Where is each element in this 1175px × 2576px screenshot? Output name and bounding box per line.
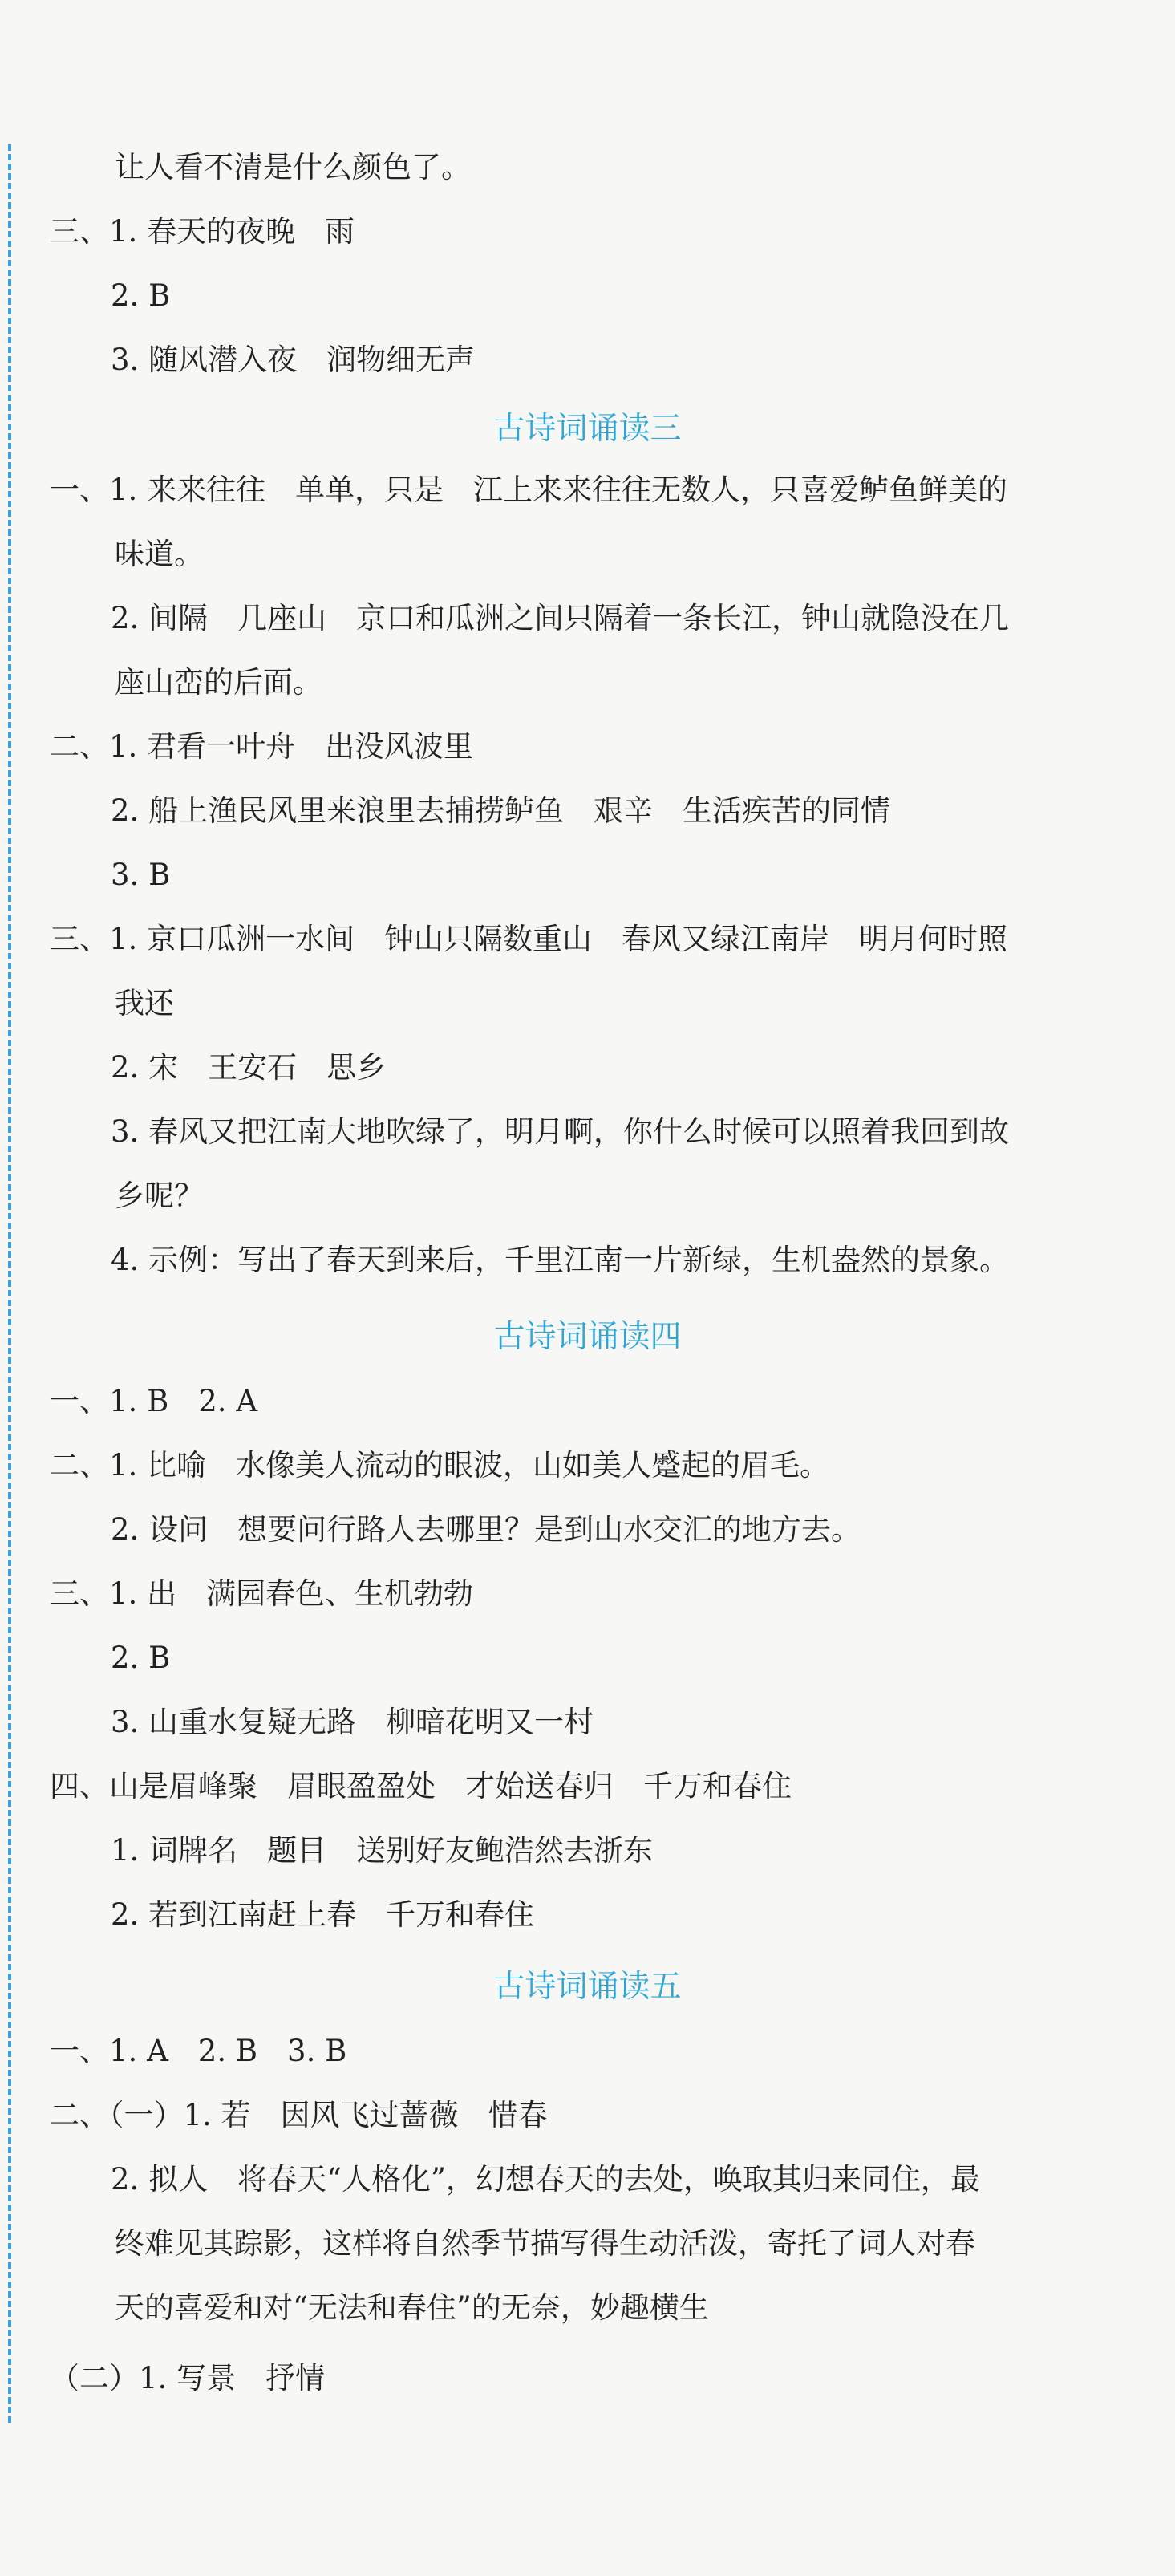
answer-line: 一、1. 来来往往 单单，只是 江上来来往往无数人，只喜爱鲈鱼鲜美的 [50, 473, 1008, 507]
answer-line: 我还 [115, 986, 174, 1020]
answer-line: 2. 设问 想要问行路人去哪里？是到山水交汇的地方去。 [111, 1512, 861, 1547]
answer-line: 3. B [111, 858, 171, 892]
answer-line: 二、（一）1. 若 因风飞过蔷薇 惜春 [50, 2098, 548, 2132]
answer-line: 三、1. 京口瓜洲一水间 钟山只隔数重山 春风又绿江南岸 明月何时照 [50, 922, 1008, 956]
answer-line: 让人看不清是什么颜色了。 [115, 150, 471, 185]
answer-line: 2. 宋 王安石 思乡 [111, 1050, 387, 1085]
answer-line: 3. 随风潜入夜 润物细无声 [111, 343, 476, 377]
answer-line: 1. 词牌名 题目 送别好友鲍浩然去浙东 [111, 1833, 654, 1868]
answer-line: 2. 船上渔民风里来浪里去捕捞鲈鱼 艰辛 生活疾苦的同情 [111, 793, 891, 828]
answer-line: 二、1. 君看一叶舟 出没风波里 [50, 729, 474, 764]
answer-line: 二、1. 比喻 水像美人流动的眼波，山如美人蹙起的眉毛。 [50, 1448, 830, 1483]
answer-line: 三、1. 春天的夜晚 雨 [50, 214, 355, 249]
answer-line: 3. 春风又把江南大地吹绿了，明月啊，你什么时候可以照着我回到故 [111, 1114, 1010, 1149]
section-title: 古诗词诵读三 [493, 411, 682, 447]
answer-line: 三、1. 出 满园春色、生机勃勃 [50, 1576, 474, 1611]
answer-line: 乡呢？ [115, 1178, 204, 1213]
section-title: 古诗词诵读四 [493, 1319, 682, 1355]
section-title: 古诗词诵读五 [493, 1969, 682, 2005]
answer-line: 2. 若到江南赶上春 千万和春住 [111, 1897, 535, 1932]
answer-line: 2. B [111, 1641, 171, 1675]
answer-line: 一、1. B 2. A [50, 1384, 258, 1418]
answer-line: （二）1. 写景 抒情 [50, 2361, 326, 2395]
answer-line: 2. 拟人 将春天“人格化”，幻想春天的去处，唤取其归来同住，最 [111, 2162, 980, 2197]
answer-line: 味道。 [115, 537, 204, 571]
answer-line: 2. 间隔 几座山 京口和瓜洲之间只隔着一条长江，钟山就隐没在几 [111, 601, 1010, 635]
dashed-margin-line [8, 144, 11, 2423]
answer-line: 3. 山重水复疑无路 柳暗花明又一村 [111, 1705, 594, 1739]
answer-line: 终难见其踪影，这样将自然季节描写得生动活泼，寄托了词人对春 [115, 2226, 975, 2261]
answer-line: 4. 示例：写出了春天到来后，千里江南一片新绿，生机盎然的景象。 [111, 1243, 1010, 1277]
answer-line: 天的喜爱和对“无法和春住”的无奈，妙趣横生 [115, 2290, 709, 2325]
answer-line: 一、1. A 2. B 3. B [50, 2034, 347, 2068]
answer-line: 2. B [111, 278, 171, 313]
answer-line: 座山峦的后面。 [115, 665, 322, 700]
answer-line: 四、山是眉峰聚 眉眼盈盈处 才始送春归 千万和春住 [50, 1769, 792, 1803]
